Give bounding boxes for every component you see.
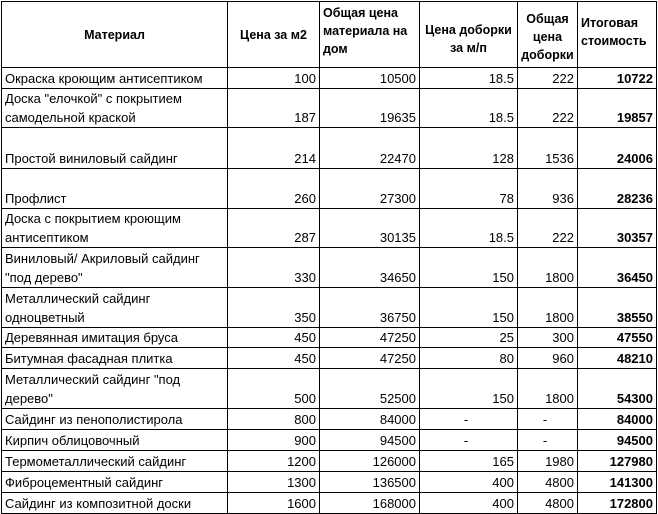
cell-material: Сайдинг из пенополистирола [2,409,228,430]
table-row [2,328,657,348]
table-row [2,89,657,128]
cell-grand-total: 94500 [578,430,657,451]
cell-grand-total: 47550 [578,328,657,348]
cell-price-m2: 800 [228,409,320,430]
table-row [2,209,657,248]
cell-grand-total: 84000 [578,409,657,430]
table-row [2,169,657,209]
cell-price-m2: 450 [228,348,320,369]
cell-grand-total: 38550 [578,288,657,328]
cell-total-extra: 4800 [518,493,578,514]
cell-material: Простой виниловый сайдинг [2,128,228,169]
cell-price-m2: 1300 [228,472,320,493]
table-row [2,348,657,369]
cell-total-extra: 222 [518,68,578,89]
table-row [2,493,657,514]
cell-price-m2: 260 [228,169,320,209]
cell-total-material: 34650 [320,248,420,288]
cell-material: Доска "елочкой" с покрытием самодельной краской [2,89,228,128]
cell-price-extra: 128 [420,128,518,169]
cell-total-extra: 1800 [518,248,578,288]
cell-total-material: 94500 [320,430,420,451]
table-row [2,288,657,328]
cell-grand-total: 10722 [578,68,657,89]
cell-total-material: 168000 [320,493,420,514]
cell-grand-total: 30357 [578,209,657,248]
cell-price-extra: 18.5 [420,89,518,128]
cell-total-extra: 1800 [518,369,578,409]
cell-material: Сайдинг из композитной доски [2,493,228,514]
cell-grand-total: 19857 [578,89,657,128]
cell-total-material: 10500 [320,68,420,89]
price-table [1,1,657,514]
cell-total-material: 84000 [320,409,420,430]
cell-grand-total: 28236 [578,169,657,209]
table-row [2,68,657,89]
table-row [2,430,657,451]
cell-grand-total: 141300 [578,472,657,493]
cell-material: Фиброцементный сайдинг [2,472,228,493]
cell-total-material: 30135 [320,209,420,248]
cell-total-extra: - [518,430,578,451]
cell-price-extra: - [420,409,518,430]
cell-material: Металлический сайдинг одноцветный [2,288,228,328]
cell-price-m2: 350 [228,288,320,328]
cell-price-m2: 187 [228,89,320,128]
cell-total-extra: 4800 [518,472,578,493]
table-row [2,451,657,472]
cell-price-extra: 150 [420,288,518,328]
cell-grand-total: 54300 [578,369,657,409]
cell-material: Металлический сайдинг "под дерево" [2,369,228,409]
cell-price-extra: 80 [420,348,518,369]
cell-total-material: 47250 [320,328,420,348]
cell-material: Термометаллический сайдинг [2,451,228,472]
cell-material: Доска с покрытием кроющим антисептиком [2,209,228,248]
table-row [2,409,657,430]
cell-price-m2: 900 [228,430,320,451]
cell-price-extra: 150 [420,369,518,409]
cell-total-extra: 1536 [518,128,578,169]
cell-price-m2: 330 [228,248,320,288]
cell-total-material: 19635 [320,89,420,128]
cell-total-material: 126000 [320,451,420,472]
cell-price-extra: 400 [420,472,518,493]
cell-total-material: 27300 [320,169,420,209]
cell-grand-total: 36450 [578,248,657,288]
table-row [2,472,657,493]
table-row [2,369,657,409]
cell-total-extra: - [518,409,578,430]
cell-total-material: 22470 [320,128,420,169]
cell-grand-total: 127980 [578,451,657,472]
cell-price-extra: 18.5 [420,209,518,248]
cell-price-m2: 500 [228,369,320,409]
cell-total-material: 136500 [320,472,420,493]
header-price-extra: Цена доборки за м/п [420,2,518,68]
header-total-material: Общая цена материала на дом [320,2,420,68]
cell-material: Виниловый/ Акриловый сайдинг "под дерево" [2,248,228,288]
cell-price-extra: 400 [420,493,518,514]
cell-material: Деревянная имитация бруса [2,328,228,348]
cell-price-m2: 214 [228,128,320,169]
table-row [2,128,657,169]
header-total-extra: Общая цена доборки [518,2,578,68]
cell-total-extra: 936 [518,169,578,209]
cell-price-m2: 450 [228,328,320,348]
cell-price-extra: - [420,430,518,451]
cell-total-extra: 960 [518,348,578,369]
header-row [2,2,657,68]
cell-total-extra: 1800 [518,288,578,328]
cell-total-material: 47250 [320,348,420,369]
cell-price-extra: 78 [420,169,518,209]
cell-material: Профлист [2,169,228,209]
cell-grand-total: 48210 [578,348,657,369]
cell-total-material: 52500 [320,369,420,409]
cell-total-material: 36750 [320,288,420,328]
cell-material: Битумная фасадная плитка [2,348,228,369]
cell-total-extra: 222 [518,89,578,128]
header-material: Материал [2,2,228,68]
cell-price-extra: 25 [420,328,518,348]
cell-total-extra: 222 [518,209,578,248]
cell-grand-total: 172800 [578,493,657,514]
cell-material: Кирпич облицовочный [2,430,228,451]
cell-price-m2: 100 [228,68,320,89]
table-row [2,248,657,288]
cell-price-m2: 1200 [228,451,320,472]
cell-price-extra: 150 [420,248,518,288]
cell-total-extra: 300 [518,328,578,348]
header-price-m2: Цена за м2 [228,2,320,68]
cell-price-m2: 1600 [228,493,320,514]
cell-grand-total: 24006 [578,128,657,169]
cell-material: Окраска кроющим антисептиком [2,68,228,89]
cell-price-m2: 287 [228,209,320,248]
cell-total-extra: 1980 [518,451,578,472]
header-grand-total: Итоговая стоимость [578,2,657,68]
cell-price-extra: 18.5 [420,68,518,89]
cell-price-extra: 165 [420,451,518,472]
